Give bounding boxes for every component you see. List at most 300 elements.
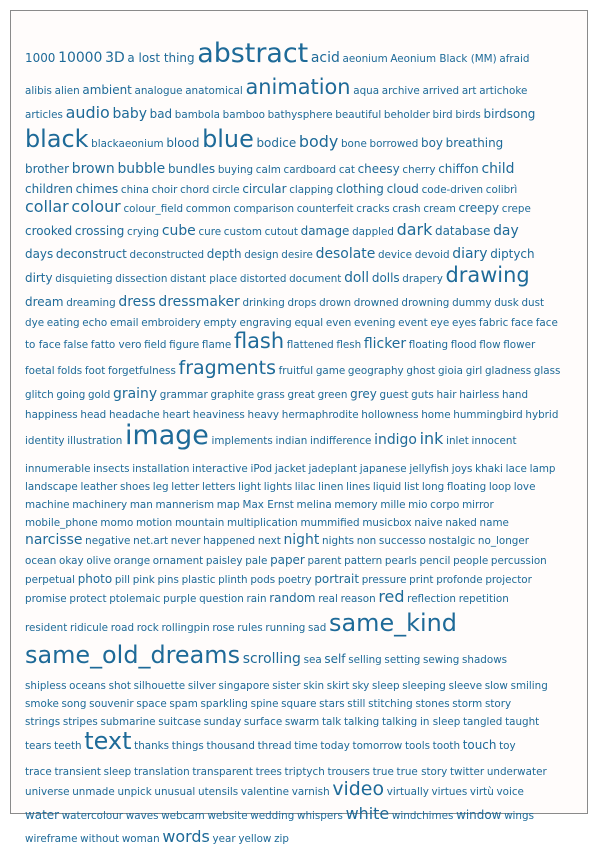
tag-link[interactable]: glass: [533, 365, 561, 377]
tag-link[interactable]: cardboard: [283, 164, 337, 176]
tag-link[interactable]: stars: [319, 698, 345, 710]
tag-link[interactable]: calm: [255, 164, 281, 176]
tag-link[interactable]: hairless: [459, 389, 500, 401]
tag-link[interactable]: varnish: [291, 786, 330, 798]
tag-link[interactable]: blood: [166, 136, 200, 150]
tag-link[interactable]: dreaming: [66, 297, 116, 309]
tag-link[interactable]: repetition: [458, 593, 509, 605]
tag-link[interactable]: shoes: [120, 481, 151, 493]
tag-link[interactable]: great: [287, 389, 315, 401]
tag-link[interactable]: same_kind: [329, 609, 457, 637]
tag-link[interactable]: graphite: [210, 389, 255, 401]
tag-link[interactable]: rose: [212, 622, 235, 634]
tag-link[interactable]: custom: [223, 226, 262, 238]
tag-link[interactable]: reason: [340, 593, 376, 605]
tag-link[interactable]: engraving: [239, 317, 292, 329]
tag-link[interactable]: drowned: [353, 297, 399, 309]
tag-link[interactable]: flicker: [363, 336, 407, 352]
tag-link[interactable]: momo: [100, 517, 134, 529]
tag-link[interactable]: letters: [202, 481, 236, 493]
tag-link[interactable]: net.art: [133, 535, 169, 547]
tag-link[interactable]: orange: [113, 555, 151, 567]
tag-link[interactable]: desolate: [315, 246, 376, 262]
tag-link[interactable]: borrowed: [369, 138, 419, 150]
tag-link[interactable]: choir: [151, 184, 178, 196]
tag-link[interactable]: foot: [84, 365, 106, 377]
tag-link[interactable]: grammar: [159, 389, 208, 401]
tag-link[interactable]: bambola: [174, 109, 220, 121]
tag-link[interactable]: dress: [118, 294, 156, 310]
tag-link[interactable]: damage: [300, 224, 350, 238]
tag-link[interactable]: mobile_phone: [25, 517, 98, 529]
tag-link[interactable]: dye: [25, 317, 45, 329]
tag-link[interactable]: dolls: [371, 271, 400, 285]
tag-link[interactable]: field: [144, 339, 167, 351]
tag-link[interactable]: hermaphrodite: [281, 409, 359, 421]
tag-link[interactable]: portrait: [314, 572, 360, 586]
tag-link[interactable]: okay: [59, 555, 84, 567]
tag-link[interactable]: protect: [69, 593, 107, 605]
tag-link[interactable]: happiness: [25, 409, 78, 421]
tag-link[interactable]: empty: [203, 317, 237, 329]
tag-link[interactable]: profonde: [436, 574, 483, 586]
tag-link[interactable]: baby: [112, 106, 147, 122]
tag-link[interactable]: bundles: [167, 162, 216, 176]
tag-link[interactable]: evening: [354, 317, 396, 329]
tag-link[interactable]: art: [461, 85, 477, 97]
tag-link[interactable]: flood: [450, 339, 477, 351]
tag-link[interactable]: circular: [242, 182, 287, 196]
tag-link[interactable]: crash: [392, 203, 421, 215]
tag-link[interactable]: cream: [423, 203, 456, 215]
tag-link[interactable]: gold: [87, 389, 111, 401]
tag-link[interactable]: pins: [157, 574, 179, 586]
tag-link[interactable]: drowning: [401, 297, 450, 309]
tag-link[interactable]: colour: [71, 197, 121, 216]
tag-link[interactable]: dressmaker: [158, 294, 240, 310]
tag-link[interactable]: true: [372, 766, 394, 778]
tag-link[interactable]: devoid: [414, 249, 450, 261]
tag-link[interactable]: sleep: [103, 766, 132, 778]
tag-link[interactable]: sleep: [371, 680, 400, 692]
tag-link[interactable]: colibrì: [485, 184, 518, 196]
tag-link[interactable]: pill: [114, 574, 131, 586]
tag-link[interactable]: shot: [108, 680, 131, 692]
tag-link[interactable]: name: [479, 517, 509, 529]
tag-link[interactable]: olive: [86, 555, 111, 567]
tag-link[interactable]: depth: [206, 247, 242, 261]
tag-link[interactable]: grainy: [113, 386, 158, 402]
tag-link[interactable]: analogue: [134, 85, 183, 97]
tag-link[interactable]: drops: [287, 297, 317, 309]
tag-link[interactable]: thousand: [206, 740, 255, 752]
tag-link[interactable]: gioia: [437, 365, 464, 377]
tag-link[interactable]: clapping: [289, 184, 334, 196]
tag-link[interactable]: bad: [149, 107, 173, 121]
tag-link[interactable]: window: [456, 808, 502, 822]
tag-link[interactable]: beautiful: [335, 109, 382, 121]
tag-link[interactable]: floating: [408, 339, 449, 351]
tag-link[interactable]: watercolour: [61, 810, 124, 822]
tag-link[interactable]: swarm: [284, 716, 320, 728]
tag-link[interactable]: skin: [303, 680, 325, 692]
tag-link[interactable]: thanks: [134, 740, 170, 752]
tag-link[interactable]: real: [318, 593, 338, 605]
tag-link[interactable]: lines: [346, 481, 371, 493]
tag-link[interactable]: long: [421, 481, 445, 493]
tag-link[interactable]: innumerable: [25, 463, 91, 475]
tag-link[interactable]: words: [162, 827, 210, 846]
tag-link[interactable]: wedding: [250, 810, 295, 822]
tag-link[interactable]: in sleep: [419, 716, 461, 728]
tag-link[interactable]: afraid: [499, 53, 530, 65]
tag-link[interactable]: distorted: [239, 273, 287, 285]
tag-link[interactable]: windchimes: [391, 810, 454, 822]
tag-link[interactable]: translation: [133, 766, 190, 778]
tag-link[interactable]: mannerism: [155, 499, 215, 511]
tag-link[interactable]: jellyfish: [409, 463, 449, 475]
tag-link[interactable]: paisley: [205, 555, 243, 567]
tag-link[interactable]: flattened: [286, 339, 334, 351]
tag-link[interactable]: bathysphere: [267, 109, 333, 121]
tag-link[interactable]: drapery: [402, 273, 443, 285]
tag-link[interactable]: tomorrow: [352, 740, 403, 752]
tag-link[interactable]: alien: [54, 85, 80, 97]
tag-link[interactable]: brown: [71, 161, 115, 177]
tag-link[interactable]: audio: [65, 103, 110, 122]
tag-link[interactable]: spine: [250, 698, 279, 710]
tag-link[interactable]: flower: [503, 339, 536, 351]
tag-link[interactable]: pink: [132, 574, 155, 586]
tag-link[interactable]: forgetfulness: [107, 365, 176, 377]
tag-link[interactable]: sewing: [423, 654, 460, 666]
tag-link[interactable]: transparent: [192, 766, 253, 778]
tag-link[interactable]: doll: [344, 270, 370, 286]
tag-link[interactable]: body: [298, 132, 339, 151]
tag-link[interactable]: valentine: [240, 786, 289, 798]
tag-link[interactable]: nostalgic: [428, 535, 476, 547]
tag-link[interactable]: souvenir: [89, 698, 134, 710]
tag-link[interactable]: indigo: [374, 432, 417, 448]
tag-link[interactable]: still: [347, 698, 366, 710]
tag-link[interactable]: twitter: [449, 766, 485, 778]
tag-link[interactable]: story: [484, 698, 512, 710]
tag-link[interactable]: database: [435, 224, 491, 238]
tag-link[interactable]: common: [185, 203, 231, 215]
tag-link[interactable]: crossing: [74, 224, 125, 238]
tag-link[interactable]: road: [110, 622, 135, 634]
tag-link[interactable]: ocean: [25, 555, 57, 567]
tag-link[interactable]: abstract: [197, 38, 309, 69]
tag-link[interactable]: iPod: [250, 463, 273, 475]
tag-link[interactable]: sleeping: [402, 680, 446, 692]
tag-link[interactable]: dark: [396, 220, 433, 239]
tag-link[interactable]: animation: [245, 75, 351, 99]
tag-link[interactable]: archive: [381, 85, 420, 97]
tag-link[interactable]: joys: [451, 463, 473, 475]
tag-link[interactable]: spam: [169, 698, 198, 710]
tag-link[interactable]: heaviness: [192, 409, 245, 421]
tag-link[interactable]: dusk: [494, 297, 519, 309]
tag-link[interactable]: green: [317, 389, 348, 401]
tag-link[interactable]: black: [25, 125, 89, 153]
tag-link[interactable]: false: [63, 339, 89, 351]
tag-link[interactable]: talk: [321, 716, 342, 728]
tag-link[interactable]: foetal: [25, 365, 55, 377]
tag-link[interactable]: guest: [379, 389, 409, 401]
tag-link[interactable]: stones: [415, 698, 450, 710]
tag-link[interactable]: silver: [187, 680, 216, 692]
tag-link[interactable]: melina: [296, 499, 332, 511]
tag-link[interactable]: same_old_dreams: [25, 641, 241, 669]
tag-link[interactable]: chimes: [75, 182, 119, 196]
tag-link[interactable]: pale: [245, 555, 268, 567]
tag-link[interactable]: hollowness: [361, 409, 419, 421]
tag-link[interactable]: counterfeit: [296, 203, 354, 215]
tag-link[interactable]: dappled: [352, 226, 394, 238]
tag-link[interactable]: cloud: [386, 182, 419, 196]
tag-link[interactable]: text: [84, 727, 132, 755]
tag-link[interactable]: stripes: [62, 716, 98, 728]
tag-link[interactable]: sea: [303, 654, 322, 666]
tag-link[interactable]: virtù: [469, 786, 494, 798]
tag-link[interactable]: red: [378, 587, 405, 606]
tag-link[interactable]: grass: [256, 389, 285, 401]
tag-link[interactable]: space: [136, 698, 167, 710]
tag-link[interactable]: Max Ernst: [242, 499, 294, 511]
tag-link[interactable]: identity: [25, 435, 65, 447]
tag-link[interactable]: liquid: [372, 481, 402, 493]
tag-link[interactable]: mountain: [174, 517, 225, 529]
tag-link[interactable]: unmade: [72, 786, 115, 798]
tag-link[interactable]: narcisse: [25, 532, 83, 548]
tag-link[interactable]: light: [238, 481, 262, 493]
tag-link[interactable]: aqua: [353, 85, 380, 97]
tag-link[interactable]: bone: [340, 138, 367, 150]
tag-link[interactable]: photo: [77, 572, 113, 586]
tag-link[interactable]: articles: [25, 109, 63, 121]
tag-link[interactable]: tooth: [432, 740, 461, 752]
tag-link[interactable]: unpick: [117, 786, 152, 798]
tag-link[interactable]: hummingbird: [453, 409, 523, 421]
tag-link[interactable]: universe: [25, 786, 70, 798]
tag-link[interactable]: heart: [162, 409, 191, 421]
tag-link[interactable]: bamboo: [222, 109, 265, 121]
tag-link[interactable]: talking: [343, 716, 380, 728]
tag-link[interactable]: time: [294, 740, 318, 752]
tag-link[interactable]: floating: [446, 481, 487, 493]
tag-link[interactable]: linen: [318, 481, 344, 493]
tag-link[interactable]: artichoke: [479, 85, 528, 97]
tag-link[interactable]: mirror: [462, 499, 494, 511]
tag-link[interactable]: sister: [272, 680, 301, 692]
tag-link[interactable]: website: [207, 810, 248, 822]
tag-link[interactable]: pattern: [344, 555, 383, 567]
tag-link[interactable]: chord: [180, 184, 210, 196]
tag-link[interactable]: gladness: [484, 365, 532, 377]
tag-link[interactable]: fruitful: [278, 365, 314, 377]
tag-link[interactable]: year: [212, 833, 236, 845]
tag-link[interactable]: trousers: [327, 766, 370, 778]
tag-link[interactable]: toy: [499, 740, 516, 752]
tag-link[interactable]: diptych: [490, 247, 535, 261]
tag-link[interactable]: rain: [246, 593, 267, 605]
tag-link[interactable]: image: [125, 420, 209, 451]
tag-link[interactable]: happened: [203, 535, 256, 547]
tag-link[interactable]: waves: [125, 810, 159, 822]
tag-link[interactable]: machine: [25, 499, 70, 511]
tag-link[interactable]: plinth: [218, 574, 248, 586]
tag-link[interactable]: zip: [274, 833, 289, 845]
tag-link[interactable]: talking: [381, 716, 418, 728]
tag-link[interactable]: distant place: [170, 273, 238, 285]
tag-link[interactable]: beholder: [383, 109, 430, 121]
tag-link[interactable]: birds: [455, 109, 481, 121]
tag-link[interactable]: question: [199, 593, 244, 605]
tag-link[interactable]: nights: [322, 535, 355, 547]
tag-link[interactable]: ambient: [82, 83, 132, 97]
tag-link[interactable]: crepe: [501, 203, 531, 215]
tag-link[interactable]: dream: [25, 295, 64, 309]
tag-link[interactable]: going: [56, 389, 86, 401]
tag-link[interactable]: lace: [505, 463, 527, 475]
tag-link[interactable]: colour_field: [123, 203, 184, 215]
tag-link[interactable]: without: [80, 833, 120, 845]
tag-link[interactable]: geography: [347, 365, 404, 377]
tag-link[interactable]: underwater: [486, 766, 547, 778]
tag-link[interactable]: breathing: [445, 136, 504, 150]
tag-link[interactable]: khaki: [475, 463, 503, 475]
tag-link[interactable]: dirty: [25, 271, 53, 285]
tag-link[interactable]: a lost thing: [127, 51, 195, 65]
tag-link[interactable]: selling: [348, 654, 382, 666]
tag-link[interactable]: sunday: [203, 716, 242, 728]
tag-link[interactable]: cure: [198, 226, 222, 238]
tag-link[interactable]: drinking: [242, 297, 285, 309]
tag-link[interactable]: naked: [445, 517, 477, 529]
tag-link[interactable]: indifference: [309, 435, 372, 447]
tag-link[interactable]: perpetual: [25, 574, 76, 586]
tag-link[interactable]: pencil: [419, 555, 451, 567]
tag-link[interactable]: installation: [132, 463, 190, 475]
tag-link[interactable]: days: [25, 247, 54, 261]
tag-link[interactable]: code-driven: [421, 184, 484, 196]
tag-link[interactable]: singapore: [218, 680, 270, 692]
tag-link[interactable]: guts: [411, 389, 434, 401]
tag-link[interactable]: ink: [419, 429, 444, 448]
tag-link[interactable]: surface: [243, 716, 283, 728]
tag-link[interactable]: map: [216, 499, 240, 511]
tag-link[interactable]: game: [315, 365, 346, 377]
tag-link[interactable]: sleeve: [448, 680, 483, 692]
tag-link[interactable]: china: [120, 184, 149, 196]
tag-link[interactable]: equal: [294, 317, 324, 329]
tag-link[interactable]: crooked: [25, 224, 73, 238]
tag-link[interactable]: list: [403, 481, 420, 493]
tag-link[interactable]: no_longer: [477, 535, 529, 547]
tag-link[interactable]: japanese: [359, 463, 407, 475]
tag-link[interactable]: landscape: [25, 481, 78, 493]
tag-link[interactable]: mummified: [300, 517, 360, 529]
tag-link[interactable]: dust: [521, 297, 545, 309]
tag-link[interactable]: flow: [479, 339, 501, 351]
tag-link[interactable]: echo: [82, 317, 108, 329]
tag-link[interactable]: deconstruct: [55, 247, 127, 261]
tag-link[interactable]: day: [493, 223, 519, 239]
tag-link[interactable]: shadows: [461, 654, 508, 666]
tag-link[interactable]: jadeplant: [308, 463, 358, 475]
tag-link[interactable]: machinery: [72, 499, 128, 511]
tag-link[interactable]: night: [283, 532, 320, 548]
tag-link[interactable]: thread: [257, 740, 292, 752]
tag-link[interactable]: promise: [25, 593, 67, 605]
tag-link[interactable]: flesh: [336, 339, 362, 351]
tag-link[interactable]: cutout: [264, 226, 298, 238]
tag-link[interactable]: unusual: [154, 786, 196, 798]
tag-link[interactable]: webcam: [161, 810, 205, 822]
tag-link[interactable]: pressure: [361, 574, 407, 586]
tag-link[interactable]: fabric: [478, 317, 509, 329]
tag-link[interactable]: home: [421, 409, 451, 421]
tag-link[interactable]: paper: [270, 553, 305, 567]
tag-link[interactable]: multiplication: [227, 517, 298, 529]
tag-link[interactable]: chiffon: [438, 162, 479, 176]
tag-link[interactable]: sad: [308, 622, 327, 634]
tag-link[interactable]: stitching: [368, 698, 413, 710]
tag-link[interactable]: triptych: [284, 766, 325, 778]
tag-link[interactable]: embroidery: [141, 317, 201, 329]
tag-link[interactable]: wings: [504, 810, 534, 822]
tag-link[interactable]: illustration: [67, 435, 123, 447]
tag-link[interactable]: whispers: [296, 810, 343, 822]
tag-link[interactable]: folds: [57, 365, 83, 377]
tag-link[interactable]: woman: [121, 833, 160, 845]
tag-link[interactable]: silhouette: [133, 680, 186, 692]
tag-link[interactable]: skirt: [326, 680, 350, 692]
tag-link[interactable]: ridicule: [69, 622, 109, 634]
tag-link[interactable]: slow: [484, 680, 508, 692]
tag-link[interactable]: percussion: [490, 555, 547, 567]
tag-link[interactable]: fatto vero: [90, 339, 142, 351]
tag-link[interactable]: cheesy: [357, 162, 400, 176]
tag-link[interactable]: poetry: [277, 574, 312, 586]
tag-link[interactable]: cube: [161, 223, 196, 239]
tag-link[interactable]: projector: [485, 574, 532, 586]
tag-link[interactable]: shipless: [25, 680, 67, 692]
tag-link[interactable]: heavy: [247, 409, 280, 421]
tag-link[interactable]: successo: [378, 535, 426, 547]
tag-link[interactable]: head: [80, 409, 107, 421]
tag-link[interactable]: flash: [233, 329, 285, 353]
tag-link[interactable]: leather: [80, 481, 118, 493]
tag-link[interactable]: cracks: [356, 203, 390, 215]
tag-link[interactable]: smoke: [25, 698, 59, 710]
tag-link[interactable]: alibis: [25, 85, 52, 97]
tag-link[interactable]: naive: [414, 517, 443, 529]
tag-link[interactable]: clothing: [335, 182, 384, 196]
tag-link[interactable]: virtues: [431, 786, 468, 798]
tag-link[interactable]: things: [171, 740, 204, 752]
tag-link[interactable]: eating: [46, 317, 80, 329]
tag-link[interactable]: hybrid: [525, 409, 559, 421]
tag-link[interactable]: creepy: [458, 201, 500, 215]
tag-link[interactable]: Aeonium Black (MM): [390, 53, 497, 65]
tag-link[interactable]: touch: [462, 738, 497, 752]
tag-link[interactable]: song: [61, 698, 87, 710]
tag-link[interactable]: desire: [281, 249, 313, 261]
tag-link[interactable]: girl: [465, 365, 483, 377]
tag-link[interactable]: memory: [334, 499, 378, 511]
